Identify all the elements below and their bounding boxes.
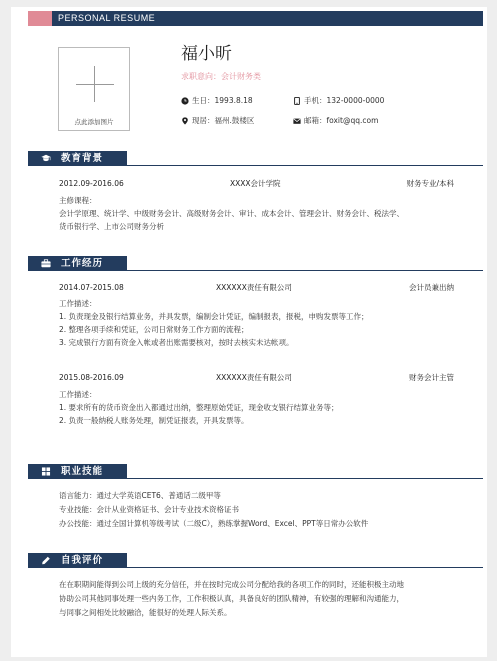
birthday-text: 生日：1993.8.18 bbox=[192, 96, 253, 105]
address-text: 现居：福州.鼓楼区 bbox=[192, 116, 255, 125]
job-desc-item: 3. 完成银行方面有资金入帐或者出账需要核对，按时去核实未达帐项。 bbox=[59, 338, 294, 347]
skill-item: 专业技能：会计从业资格证书、会计专业技术资格证书 bbox=[59, 505, 239, 514]
section-education-header bbox=[28, 151, 483, 166]
skill-item: 办公技能：通过全国计算机等级考试（二级C），熟练掌握Word、Excel、PPT等日常办公软件 bbox=[59, 519, 369, 528]
top-banner bbox=[28, 11, 483, 26]
section-tag bbox=[28, 256, 127, 271]
job-company: XXXXXX责任有限公司 bbox=[216, 373, 292, 382]
courses-line: 货币银行学、上市公司财务分析 bbox=[59, 222, 164, 231]
section-tag bbox=[28, 553, 127, 568]
section-rule bbox=[127, 165, 483, 166]
clock-icon bbox=[181, 97, 189, 105]
email-info bbox=[293, 116, 378, 126]
section-tag bbox=[28, 464, 127, 479]
section-self-header bbox=[28, 553, 483, 568]
courses-label: 主修课程： bbox=[59, 196, 97, 205]
section-work-header bbox=[28, 256, 483, 271]
section-rule bbox=[127, 270, 483, 271]
phone-icon bbox=[293, 97, 301, 105]
grid-icon bbox=[41, 467, 51, 476]
self-eval-line: 在在职期间能得到公司上级的充分信任，并在按时完成公司分配给我的各项工作的同时，还能积极主动地 bbox=[59, 580, 404, 589]
skill-item: 语言能力：通过大学英语CET6、普通话二级甲等 bbox=[59, 491, 221, 500]
banner-title: PERSONAL RESUME bbox=[58, 13, 156, 23]
section-title: 自我评价 bbox=[61, 555, 104, 566]
phone-text: 手机：132-0000-0000 bbox=[304, 96, 385, 105]
section-skills-header bbox=[28, 464, 483, 479]
plus-icon-bar bbox=[76, 84, 114, 85]
email-text: 邮箱：foxit@qq.com bbox=[304, 116, 379, 125]
banner-accent bbox=[28, 11, 52, 26]
section-title: 工作经历 bbox=[61, 258, 104, 269]
address-info bbox=[181, 116, 254, 126]
self-eval-line: 与同事之间相处比较融洽，能很好的处理人际关系。 bbox=[59, 608, 232, 617]
section-rule bbox=[127, 478, 483, 479]
education-major: 财务专业/本科 bbox=[406, 179, 454, 188]
section-title: 职业技能 bbox=[61, 466, 104, 477]
job-period: 2015.08-2016.09 bbox=[59, 373, 124, 382]
job-desc-item: 2. 负责一般纳税人账务处理，制凭证报表，开具发票等。 bbox=[59, 416, 249, 425]
resume-page bbox=[11, 7, 487, 657]
job-company: XXXXXX责任有限公司 bbox=[216, 283, 292, 292]
self-eval-line: 协助公司其他同事处理一些内务工作，工作积极认真，具备良好的团队精神，有较强的理解和沟通能力， bbox=[59, 594, 404, 603]
briefcase-icon bbox=[41, 259, 51, 268]
education-period: 2012.09-2016.06 bbox=[59, 179, 124, 188]
courses-line: 会计学原理、统计学、中级财务会计、高级财务会计、审计、成本会计、管理会计、财务会计、税法学、 bbox=[59, 209, 404, 218]
section-rule bbox=[127, 567, 483, 568]
job-desc-item: 1. 要求所有的货币资金出入都通过出纳，整理原始凭证，现金收支银行结算业务等； bbox=[59, 403, 339, 412]
job-desc-item: 1. 负责现金及银行结算业务，并具发票，编制会计凭证，编制报表，报税，申购发票等工作； bbox=[59, 312, 369, 321]
job-period: 2014.07-2015.08 bbox=[59, 283, 124, 292]
birthday-info bbox=[181, 96, 253, 106]
section-title: 教育背景 bbox=[61, 153, 104, 164]
education-school: XXXX会计学院 bbox=[230, 179, 281, 188]
photo-placeholder[interactable] bbox=[58, 47, 130, 131]
phone-info bbox=[293, 96, 384, 106]
photo-caption: 点此添加图片 bbox=[74, 118, 114, 126]
job-desc-label: 工作描述： bbox=[59, 299, 97, 308]
job-position: 会计员兼出纳 bbox=[409, 283, 454, 292]
pen-icon bbox=[41, 556, 51, 565]
job-desc-label: 工作描述： bbox=[59, 390, 97, 399]
graduation-cap-icon bbox=[41, 154, 51, 163]
location-icon bbox=[181, 117, 189, 125]
job-desc-item: 2. 整理各项手续和凭证，公司日常财务工作方面的流程； bbox=[59, 325, 249, 334]
section-tag bbox=[28, 151, 127, 166]
mail-icon bbox=[293, 117, 301, 125]
candidate-name: 福小昕 bbox=[181, 44, 232, 64]
job-intent: 求职意向：会计财务类 bbox=[181, 72, 261, 81]
job-position: 财务会计主管 bbox=[409, 373, 454, 382]
